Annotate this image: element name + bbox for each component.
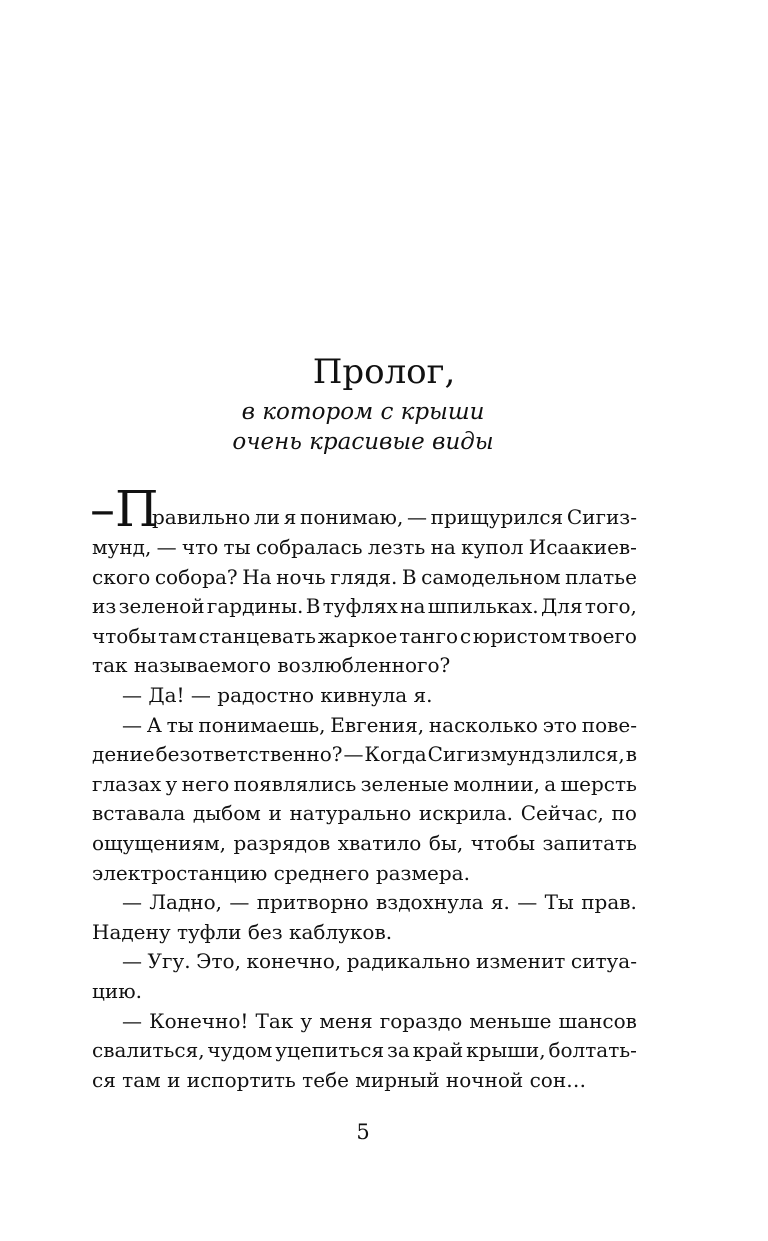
- text-line: свалиться, чудом уцепиться за край крыши, болтать-: [92, 1038, 637, 1063]
- text-line: — Да! — радостно кивнула я.: [122, 682, 433, 707]
- page-number: 5: [356, 1120, 370, 1144]
- text-line: вставала дыбом и натурально искрила. Сейчас, по: [92, 801, 637, 826]
- text-line: — Конечно! Так у меня гораздо меньше шансов: [122, 1008, 637, 1033]
- text-line: — Ладно, — притворно вздохнула я. — Ты прав.: [122, 890, 637, 915]
- text-line: из зеленой гардины. В туфлях на шпильках. Для того,: [92, 594, 637, 619]
- text-line: мунд, — что ты собралась лезть на купол Исаакиев-: [92, 535, 637, 559]
- text-line: Надену туфли без каблуков.: [92, 919, 393, 944]
- body-text: [92, 533, 637, 1095]
- text-line: цию.: [92, 978, 142, 1003]
- text-line: ощущениям, разрядов хватило бы, чтобы запитать: [92, 830, 637, 855]
- text-line: так называемого возлюбленного?: [92, 653, 451, 678]
- text-line: равильно ли я понимаю, — прищурился Сигиз-: [152, 505, 637, 529]
- text-line: электростанцию среднего размера.: [92, 860, 470, 885]
- chapter-subtitle-line-2: очень красивые виды: [232, 429, 494, 455]
- text-line: чтобы там станцевать жаркое танго с юристом твоего: [92, 623, 637, 648]
- chapter-subtitle-line-1: в котором с крыши: [241, 399, 485, 425]
- body-text-first-line: [152, 503, 637, 533]
- text-line: — А ты понимаешь, Евгения, насколько это пове-: [122, 712, 637, 737]
- chapter-title: Пролог,: [312, 352, 456, 392]
- text-line: глазах у него появлялись зеленые молнии, а шерсть: [92, 771, 637, 796]
- text-line: дение безответственно? — Когда Сигизмунд злился, в: [92, 742, 637, 767]
- text-line: ского собора? На ночь глядя. В самодельном платье: [92, 564, 637, 589]
- text-line: ся там и испортить тебе мирный ночной сон…: [92, 1067, 587, 1092]
- drop-cap: –П: [90, 480, 159, 538]
- text-line: — Угу. Это, конечно, радикально изменит ситуа-: [122, 949, 637, 974]
